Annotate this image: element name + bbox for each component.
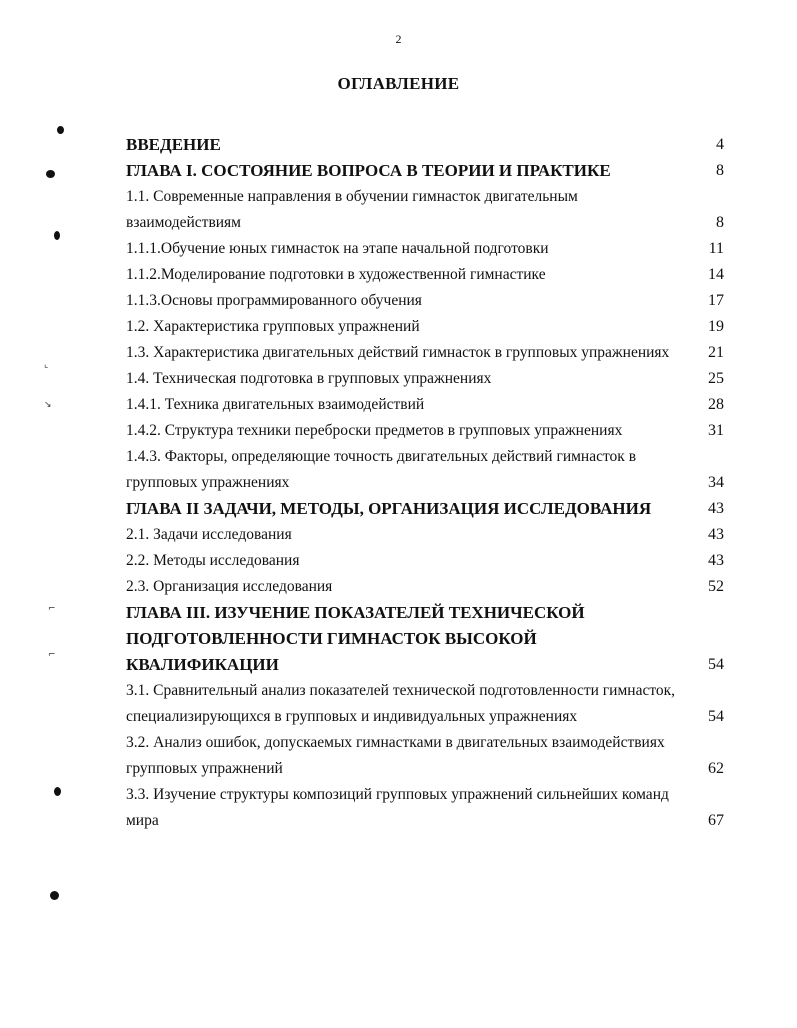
toc-entry-page: 34 <box>708 474 724 491</box>
scan-tick: ↘ <box>44 400 52 410</box>
toc-entry <box>126 314 724 340</box>
toc-entry-text: ГЛАВА I. СОСТОЯНИЕ ВОПРОСА В ТЕОРИИ И ПРАКТИКЕ <box>126 161 611 180</box>
toc-entry-page: 67 <box>708 812 724 829</box>
toc-entry <box>126 522 724 548</box>
toc-entry-text: 2.3. Организация исследования <box>126 578 333 595</box>
scan-dot <box>54 231 60 240</box>
toc-entry <box>126 132 724 158</box>
toc-entry <box>126 600 724 678</box>
toc-entry-page: 62 <box>708 760 724 777</box>
scan-tick: ⌞ <box>44 360 49 370</box>
toc-entry-page: 54 <box>708 708 724 725</box>
scan-dot <box>57 126 64 134</box>
toc-entry-text: 1.2. Характеристика групповых упражнений <box>126 318 420 335</box>
toc-entry-text: ГЛАВА III. ИЗУЧЕНИЕ ПОКАЗАТЕЛЕЙ ТЕХНИЧЕСКОЙ ПОДГОТОВЛЕННОСТИ ГИМНАСТОК ВЫСОКОЙ КВАЛИФИКАЦИИ <box>126 603 585 674</box>
toc-entry-text: 1.1.3.Основы программированного обучения <box>126 292 422 309</box>
toc-entry-text: 3.2. Анализ ошибок, допускаемых гимнастками в двигательных взаимодействиях групповых упражнений <box>126 734 665 777</box>
toc-entry <box>126 236 724 262</box>
toc-entry-text: 1.4. Техническая подготовка в групповых упражнениях <box>126 370 492 387</box>
scan-tick: ⌐ <box>48 604 56 614</box>
toc-entry <box>126 782 724 834</box>
toc-entry-page: 4 <box>716 136 724 153</box>
toc-entry <box>126 340 724 366</box>
toc-entry <box>126 574 724 600</box>
toc-entry-page: 54 <box>708 656 724 673</box>
toc-entry <box>126 496 724 522</box>
toc-entry-text: 1.4.1. Техника двигательных взаимодействий <box>126 396 425 413</box>
toc-entry-page: 25 <box>708 370 724 387</box>
toc-entry <box>126 288 724 314</box>
toc-entry-page: 31 <box>708 422 724 439</box>
toc-entry-text: 1.1.2.Моделирование подготовки в художественной гимнастике <box>126 266 546 283</box>
toc-entry <box>126 418 724 444</box>
toc-entry-page: 19 <box>708 318 724 335</box>
toc-entry <box>126 392 724 418</box>
toc-entry-text: 1.3. Характеристика двигательных действий гимнасток в групповых упражнениях <box>126 344 670 361</box>
toc-entry-page: 8 <box>716 162 724 179</box>
toc-entry-page: 43 <box>708 500 724 517</box>
toc-entry <box>126 444 724 496</box>
toc-title: ОГЛАВЛЕНИЕ <box>337 74 460 93</box>
toc-entry-text: 3.1. Сравнительный анализ показателей технической подготовленности гимнасток, специализирующихся в групповых и индивидуальных упражнениях <box>126 682 676 725</box>
toc-entry-page: 43 <box>708 552 724 569</box>
toc-entry-page: 11 <box>708 240 724 257</box>
toc-entry-text: 1.1. Современные направления в обучении гимнасток двигательным взаимодействиям <box>126 188 578 231</box>
toc-entry-text: 2.1. Задачи исследования <box>126 526 292 543</box>
table-of-contents <box>126 132 724 834</box>
page-number: 2 <box>395 32 402 46</box>
toc-entry-text: 1.4.2. Структура техники переброски предметов в групповых упражнениях <box>126 422 623 439</box>
scan-dot <box>54 787 61 796</box>
scan-tick: ⌐ <box>48 650 56 660</box>
toc-entry <box>126 678 724 730</box>
toc-entry-page: 43 <box>708 526 724 543</box>
toc-entry <box>126 366 724 392</box>
toc-entry <box>126 730 724 782</box>
toc-entry-text: 2.2. Методы исследования <box>126 552 300 569</box>
toc-entry <box>126 158 724 184</box>
toc-entry-text: ВВЕДЕНИЕ <box>126 135 221 154</box>
toc-entry-page: 8 <box>716 214 724 231</box>
toc-entry <box>126 262 724 288</box>
toc-entry-text: 3.3. Изучение структуры композиций групповых упражнений сильнейших команд мира <box>126 786 669 829</box>
toc-entry <box>126 548 724 574</box>
scan-dot <box>50 891 59 900</box>
toc-entry-page: 21 <box>708 344 724 361</box>
scan-dot <box>46 170 55 178</box>
toc-entry-page: 17 <box>708 292 724 309</box>
toc-entry-page: 52 <box>708 578 724 595</box>
toc-entry-page: 28 <box>708 396 724 413</box>
toc-entry <box>126 184 724 236</box>
toc-entry-page: 14 <box>708 266 724 283</box>
toc-entry-text: ГЛАВА II ЗАДАЧИ, МЕТОДЫ, ОРГАНИЗАЦИЯ ИССЛЕДОВАНИЯ <box>126 499 652 518</box>
toc-entry-text: 1.4.3. Факторы, определяющие точность двигательных действий гимнасток в групповых упражнениях <box>126 448 637 491</box>
toc-entry-text: 1.1.1.Обучение юных гимнасток на этапе начальной подготовки <box>126 240 549 257</box>
